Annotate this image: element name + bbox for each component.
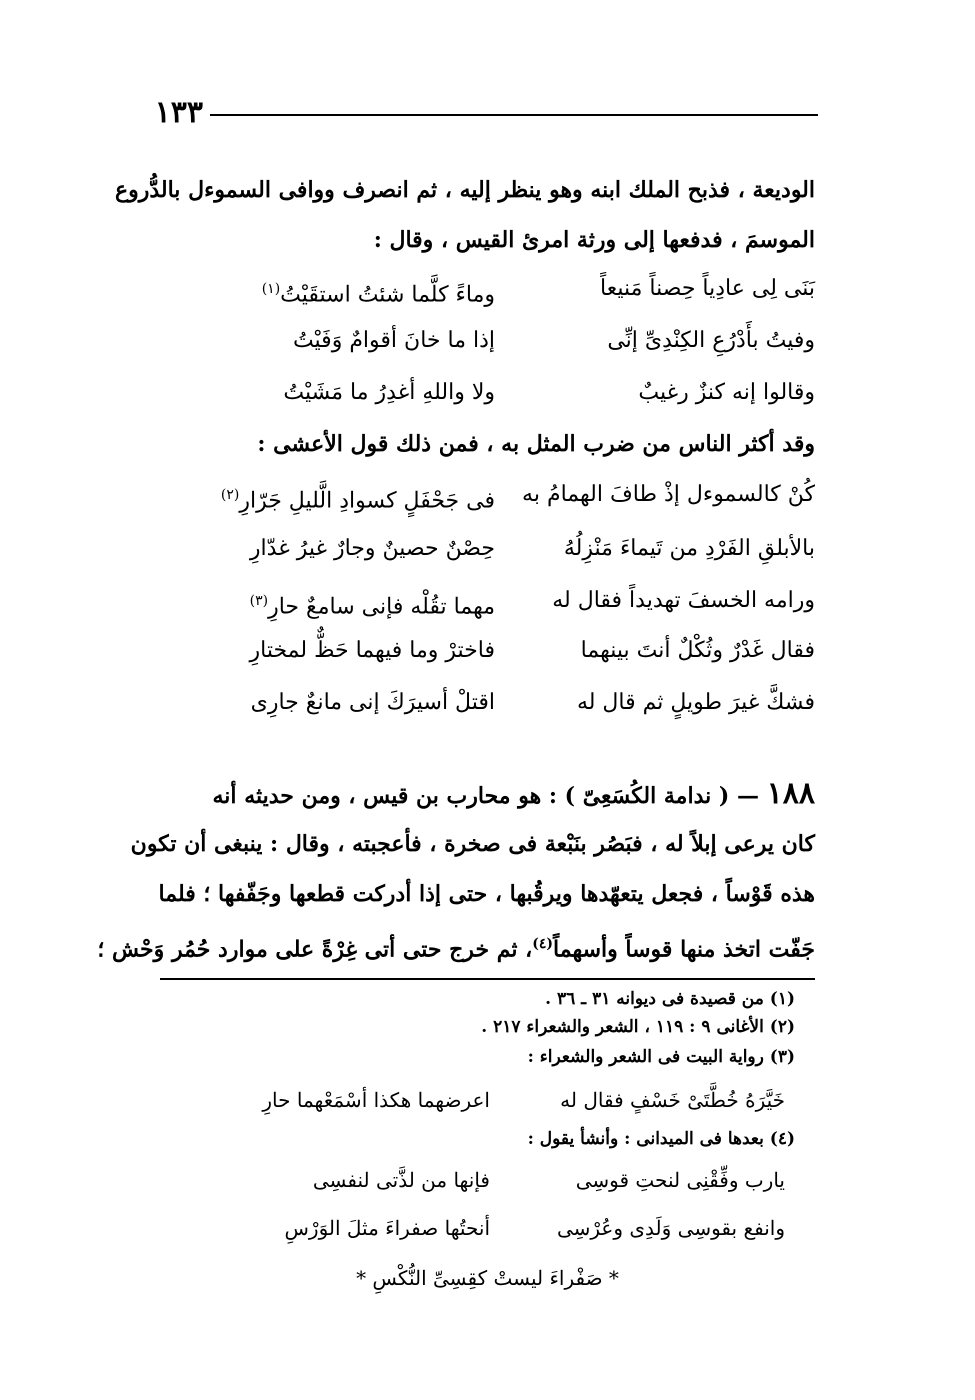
footnote-2: (٢) الأغانى ٩ : ١١٩ ، الشعر والشعراء ٢١٧ . <box>481 1017 795 1037</box>
paragraph-line: الموسمَ ، فدفعها إلى ورثة امرئ القيس ، وقال : <box>373 227 815 253</box>
paragraph-line: هذه قَوْساً ، فجعل يتعهّدها ويرقُبها ، حتى إذا أدركت قطعها وجَفّفها ؛ فلما <box>158 881 815 907</box>
footnote-4: (٤) بعدها فى الميدانى : وأنشأ يقول : <box>527 1129 795 1149</box>
footnote-marker: (٤) <box>532 936 554 952</box>
verse-text: فى جَحْفَلٍ كسوادِ الَّليلِ جَرّارِ <box>239 488 495 514</box>
paragraph-text: جَفّت اتخذ منها قوساً وأسهماً <box>553 936 815 963</box>
verse-first-hemistich: وقالوا إنه كنزٌ رغيبٌ <box>638 380 815 405</box>
paragraph-line: وقد أكثر الناس من ضرب المثل به ، فمن ذلك قول الأعشى : <box>257 431 815 457</box>
paragraph-line: الوديعة ، فذبح الملك ابنه وهو ينظر إليه ، ثم انصرف ووافى السموءل بالدُّروع <box>114 177 815 203</box>
verse-first-hemistich: فقال غَدْرٌ وثُكْلٌ أنتَ بينهما <box>580 638 815 663</box>
verse-first-hemistich: بَنَى لِى عادِياً حِصناً مَنيعاً <box>600 276 815 301</box>
page-number: ١٣٣ <box>154 95 203 130</box>
footnote-verse-second: اعرضهما هكذا أسْمَعْهما حارِ <box>262 1088 490 1112</box>
footnote-marker: (٢) <box>220 487 240 503</box>
entry-number: ١٨٨ <box>766 776 815 811</box>
paragraph-line <box>97 928 815 965</box>
footnote-marker: (٣) <box>249 593 269 609</box>
verse-second-hemistich: حِصْنٌ حصينٌ وجارٌ غيرُ غدّارِ <box>249 536 495 561</box>
verse-first-hemistich: ورامه الخسفَ تهديداً فقال له <box>552 588 815 613</box>
footnote-verse-first: وانفع بقوسِى وَلَدِى وعُرْسِى <box>556 1216 785 1240</box>
footnote-1: (١) من قصيدة فى ديوانه ٣١ ـ ٣٦ . <box>545 989 795 1009</box>
verse-second-hemistich <box>195 272 495 312</box>
footnote-verse-second: فإنها من لذَّتى لنفسِى <box>312 1168 490 1192</box>
verse-first-hemistich: فشكَّ غيرَ طويلٍ ثم قال له <box>576 690 815 715</box>
entry-heading-text: — ( ندامة الكُسَعِىّ ) : هو محارب بن قيس ، ومن حديثه أنه <box>212 783 759 809</box>
verse-first-hemistich: بالأبلقِ الفَرْدِ من تَيماءَ مَنْزِلُهُ <box>563 536 815 561</box>
footnote-verse-first: يارب وفِّقْنِى لنحتِ قوسِى <box>575 1168 785 1192</box>
verse-second-hemistich <box>195 478 495 518</box>
verse-text: وماءً كلَّما شئتُ استقَيْتُ <box>280 282 495 308</box>
header-rule <box>210 114 818 116</box>
footnote-marker: (١) <box>261 281 281 297</box>
footnote-verse-closing: * صَفْراءَ ليستْ كقِسِىِّ النُّكْسِ * <box>356 1266 619 1290</box>
paragraph-line: كان يرعى إبلاً له ، فبَصُر بنَبْعة فى صخرة ، فأعجبته ، وقال : ينبغى أن تكون <box>130 831 815 857</box>
footnote-verse-second: أنحتُها صفراءَ مثلَ الوَرْسِ <box>284 1216 490 1240</box>
verse-first-hemistich: كُنْ كالسموءل إذْ طافَ الهمامُ به <box>522 482 815 507</box>
verse-text: مهما تقُلْه فإنى سامعٌ حارِ <box>268 594 495 620</box>
verse-second-hemistich: إذا ما خانَ أقوامٌ وَفَيْتُ <box>292 328 495 353</box>
verse-second-hemistich: فاخترْ وما فيهما حَظٌّ لمختارِ <box>249 638 495 663</box>
verse-second-hemistich: اقتلْ أسيرَكَ إنى مانعٌ جارِى <box>250 690 495 715</box>
footnote-rule <box>160 978 815 980</box>
verse-second-hemistich <box>195 584 495 624</box>
paragraph-text: ، ثم خرج حتى أتى غِرْةً على موارد حُمُر وَحْش ؛ <box>97 936 533 963</box>
entry-heading-line <box>160 778 815 812</box>
footnote-verse-first: خَيَّرَهُ خُطَّتَىْ خَسْفٍ فقال له <box>560 1088 785 1112</box>
verse-second-hemistich: ولا واللهِ أغدِرُ ما مَشَيْتُ <box>283 380 495 405</box>
footnote-3: (٣) رواية البيت فى الشعر والشعراء : <box>527 1047 795 1067</box>
verse-first-hemistich: وفيتُ بأَدْرُعِ الكِنْدِىِّ إنِّى <box>607 328 815 353</box>
